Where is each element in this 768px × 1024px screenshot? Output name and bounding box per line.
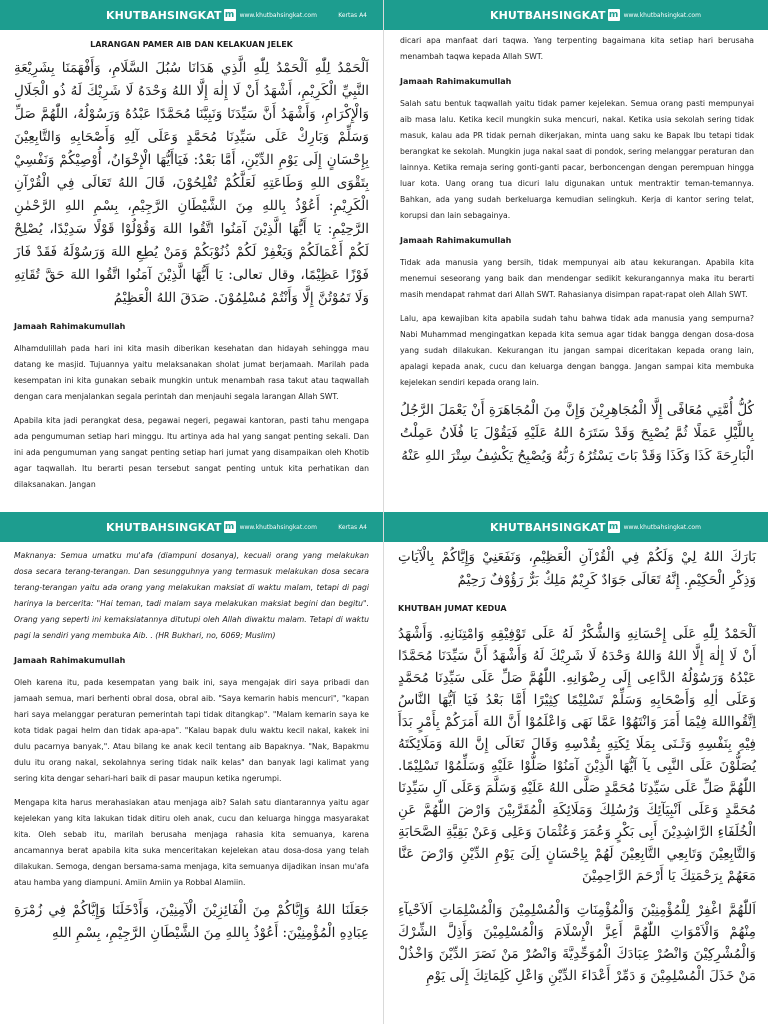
paragraph: Mengapa kita harus merahasiakan atau menjaga aib? Salah satu diantarannya yaitu agar kejelekan yang kita lakukan tidak ditiru oleh anak, cucu dan keluarga hingga masyarakat kita. Oleh sebab itu, marilah berusaha menjaga rahasia kita semuanya, karena ancamannya berat apabila kita suka menceritakan kejelekan atau dosa-dosa yang telah dilakukan. Semoga, dengan bersama-sama menjaga, kita semuanya dijadikan insan mu'afa atau hamba yang diampuni. Amiin Amiin ya Robbal Alamiin.	[14, 798, 369, 887]
brand-name: KHUTBAHSINGKAT	[106, 520, 222, 534]
brand-name: KHUTBAHSINGKAT	[490, 8, 606, 22]
paragraph: Apabila kita jadi perangkat desa, pegawai negeri, pegawai kantoran, pasti tahu mengapa ada pengumuman setiap hari minggu. Itu artinya ada hal yang sangat penting sekali. Dan ini ada pengumuman yang sangat penting setiap hari jumat yang disampaikan oleh Khotib agar taqwallah. Itu berarti pesan tersebut sangat penting untuk kita perhatikan dan dilaksanakan. Jangan	[14, 416, 369, 489]
paper-size-label: Kertas A4	[338, 11, 367, 19]
arabic-opening: اَلْحَمْدُ لِلّٰهِ اَلْحَمْدُ لِلّٰهِ الَّذِي هَدَانَا سُبُلَ السَّلَامِ، وَأَفْهَمَنَا بِشَرِيْعَةِ النَّبِيِّ الْكَرِيْمِ، أَشْهَدُ أَنْ لَا إِلٰهَ إِلَّا اللهُ وَحْدَهُ لَا شَرِيْكَ لَهُ ذُو الْجَلَالِ وَالْإِكْرَامِ، وَأَشْهَدُ أَنَّ سَيِّدَنَا وَنَبِيَّنَا مُحَمَّدًا عَبْدُهُ وَرَسُوْلُهُ، اللّٰهُمَّ صَلِّ وَسَلِّمْ وَبَارِكْ عَلَى سَيِّدِنَا مُحَمَّدٍ وَعَلَى آلِهِ وَأَصْحَابِهِ وَالتَّابِعِيْنَ بِإِحْسَانٍ إِلَى يَوْمِ الدِّيْنِ، أَمَّا بَعْدُ: فَيَاأَيُّهَا الْإِخْوَانُ، أُوْصِيْكُمْ وَنَفْسِيْ بِتَقْوَى اللهِ وَطَاعَتِهِ لَعَلَّكُمْ تُفْلِحُوْنَ، قَالَ اللهُ تَعَالَى فِي الْقُرْآنِ الْكَرِيْمِ: أَعُوْذُ بِاللهِ مِنَ الشَّيْطَانِ الرَّجِيْمِ، بِسْمِ اللهِ الرَّحْمٰنِ الرَّحِيْمِ: يَا أَيُّهَا الَّذِيْنَ آمَنُوا اتَّقُوا اللهَ وَقُوْلُوْا قَوْلًا سَدِيْدًا، يُصْلِحْ لَكُمْ أَعْمَالَكُمْ وَيَغْفِرْ لَكُمْ ذُنُوْبَكُمْ وَمَنْ يُطِعِ اللهَ وَرَسُوْلَهُ فَقَدْ فَازَ فَوْزًا عَظِيْمًا، وقال تعالى: يَا أَيُّهَا الَّذِيْنَ آمَنُوا اتَّقُوا اللهَ حَقَّ تُقَاتِهِ وَلَا تَمُوْتُنَّ إِلَّا وَأَنْتُمْ مُسْلِمُوْنَ. صَدَقَ اللهُ الْعَظِيْمُ	[14, 60, 369, 306]
page-header	[384, 512, 768, 542]
brand-logo-icon: m	[608, 10, 619, 20]
khutbah-title: LARANGAN PAMER AIB DAN KELAKUAN JELEK	[90, 40, 293, 49]
paragraph: Salah satu bentuk taqwallah yaitu tidak pamer kejelekan. Semua orang pasti mempunyai aib masa lalu. Ketika kecil mungkin suka mencuri, nakal. Ketika usia sekolah sering tidak masuk, kalau ada PR tidak pernah dikerjakan, minta uang saku ke Bapak Ibu tetapi tidak berangkat ke sekolah. Mungkin juga nakal saat di pondok, sering melanggar peraturan dan lainnya. Ketika remaja sering gonti-ganti pacar, berboncengan dengan perempuan hingga luar kota. Uang orang tua dicuri lalu digunakan untuk mentraktir teman-temannya. Bahkan, ada yang sudah berkeluarga kemudian selingkuh. Kerja di kantor sering telat, korupsi dan lain sebagainya.	[400, 99, 754, 220]
page-content	[384, 542, 768, 987]
page-3	[0, 512, 384, 1024]
section-heading: KHUTBAH JUMAT KEDUA	[398, 604, 507, 613]
page-1	[0, 0, 384, 512]
arabic-barakallah: بَارَكَ اللهُ لِيْ وَلَكُمْ فِي الْقُرْآنِ الْعَظِيْمِ، وَنَفَعَنِيْ وَإِيَّاكُمْ بِالْآيَاتِ وَذِكْرِ الْحَكِيْمِ. إِنَّهُ تَعَالَى جَوَادٌ كَرِيْمٌ مَلِكٌ بَرٌّ رَؤُوْفٌ رَحِيْمٌ	[398, 549, 756, 588]
site-url[interactable]: www.khutbahsingkat.com	[623, 523, 701, 531]
page-header	[0, 0, 383, 30]
section-heading: Jamaah Rahimakumullah	[14, 322, 126, 331]
paragraph: dicari apa manfaat dari taqwa. Yang terpenting bagaimana kita setiap hari berusaha menambah taqwa kepada Allah SWT.	[400, 36, 754, 61]
brand-name: KHUTBAHSINGKAT	[490, 520, 606, 534]
section-heading: Jamaah Rahimakumullah	[400, 236, 512, 245]
section-heading: Jamaah Rahimakumullah	[14, 656, 126, 665]
paragraph: Alhamdulillah pada hari ini kita masih diberikan kesehatan dan hidayah sehingga mau datang ke masjid. Tujuannya yaitu melaksanakan sholat jumat berjamaah. Marilah pada kesempatan ini kita gunakan sebaik mungkin untuk menambah rasa takut atau taqwallah dengan cara menjalankan segala perintah dan menjauhi segala larangan Allah SWT.	[14, 344, 369, 401]
site-url[interactable]: www.khutbahsingkat.com	[239, 11, 317, 19]
arabic-hadith: كُلُّ أُمَّتِي مُعَافًى إِلَّا الْمُجَاهِرِيْنَ وَإِنَّ مِنَ الْمُجَاهَرَةِ أَنْ يَعْمَلَ الرَّجُلُ بِاللَّيْلِ عَمَلًا ثُمَّ يُصْبِحَ وَقَدْ سَتَرَهُ اللهُ عَلَيْهِ فَيَقُوْلَ يَا فُلَانُ عَمِلْتُ الْبَارِحَةَ كَذَا وَكَذَا وَقَدْ بَاتَ يَسْتُرُهُ رَبُّهُ وَيُصْبِحُ يَكْشِفُ سِتْرَ اللهِ عَنْهُ	[400, 402, 754, 464]
page-header	[384, 0, 768, 30]
brand-logo-icon: m	[224, 522, 235, 532]
brand-logo-icon: m	[608, 522, 619, 532]
page-content	[384, 30, 768, 468]
hadith-translation: Maknanya: Semua umatku mu'afa (diampuni dosanya), kecuali orang yang melakukan dosa secara terang-terangan. Dan sesungguhnya yang termasuk melakukan dosa secara terang-terangan yaitu ada orang yang melakukan maksiat di waktu malam, tetapi di pagi harinya la berceritа: "Hai teman, tadi malam saya melakukan maksiat begini dan begitu". Orang yang seperti ini kemaksiatannya ditutupi oleh Allah diwaktu malam. Tetapi di waktu pagi la sendiri yang membuka Aib. . (HR Bukhari, no, 6069; Muslim)	[14, 551, 369, 640]
arabic-closing: جَعَلَنَا اللهُ وَإِيَّاكُمْ مِنَ الْفَائِزِيْنَ الْآمِنِيْنَ، وَأَدْخَلَنَا وَإِيَّاكُمْ فِي زُمْرَةِ عِبَادِهِ الْمُؤْمِنِيْنَ: أَعُوْذُ بِاللهِ مِنَ الشَّيْطَانِ الرَّجِيْمِ، بِسْمِ اللهِ	[14, 902, 369, 941]
brand-logo-icon: m	[224, 10, 235, 20]
paragraph: Tidak ada manusia yang bersih, tidak mempunyai aib atau kekurangan. Apabila kita menemui seseorang yang baik dan mendengar sedikit kekurangannya maka itu berarti masih mendapat rahmat dari Allah SWT. Rahasianya disimpan rapat-rapat oleh Allah SWT.	[400, 258, 754, 299]
page-2	[384, 0, 768, 512]
page-content	[0, 30, 383, 493]
arabic-doa: اَللّٰهُمَّ اغْفِرْ لِلْمُؤْمِنِيْنَ وَالْمُؤْمِنَاتِ وَالْمُسْلِمِيْنَ وَالْمُسْلِمَاتِ اَلاَحْيآءِ مِنْهُمْ وَالْاَمْوَاتِ اللّٰهُمَّ أَعِزَّ الْإِسْلَامَ وَالْمُسْلِمِيْنَ وَأَذِلَّ الشِّرْكَ وَالْمُشْرِكِيْنَ وَانْصُرْ عِبَادَكَ الْمُوَحِّدِيَّةَ وَانْصُرْ مَنْ نَصَرَ الدِّيْنَ وَاخْذُلْ مَنْ خَذَلَ الْمُسْلِمِيْنَ وَ دَمِّرْ أَعْدَاءَ الدِّيْنِ وَاعْلِ كَلِمَاتِكَ إِلَى يَوْمِ	[398, 902, 756, 984]
paper-size-label: Kertas A4	[338, 523, 367, 531]
brand-name: KHUTBAHSINGKAT	[106, 8, 222, 22]
site-url[interactable]: www.khutbahsingkat.com	[239, 523, 317, 531]
section-heading: Jamaah Rahimakumullah	[400, 77, 512, 86]
page-4	[384, 512, 768, 1024]
paragraph: Lalu, apa kewajiban kita apabila sudah tahu bahwa tidak ada manusia yang sempurna? Nabi Muhammad mengingatkan kepada kita semua agar tidak bangga dengan dosa-dosa yang sudah dilakukan. Kekurangan itu jangan sampai diceritakan kepada orang lain, apalagi kepada anak, cucu dan keluarga dengan bangga. Jangan sampai kita membuka kejelekan sendiri kepada orang lain.	[400, 314, 754, 387]
paragraph: Oleh karena itu, pada kesempatan yang baik ini, saya mengajak diri saya pribadi dan jamaah semua, mari berhenti obral dosa, obral aib. "Saya kemarin habis mencuri", "kapan hari saya melanggar peraturan pemerintah tapi tidak ditangkap". "Malam kemarin saya ke kota tidak pagai helm dan tidak apa-apa". "Kalau bapak dulu waktu kecil nakal, kakek ini dulu pacarnya banyak,". Atau bilang ke anak kecil tentang aib Bapaknya. "Nak, Bapakmu dulu itu orang nakal, sekolahnya sering tidak naik kelas" dan banyak lagi kalimat yang sering kita dengar sehari-hari baik di pasar maupun ketika ngerumpi.	[14, 678, 369, 783]
site-url[interactable]: www.khutbahsingkat.com	[623, 11, 701, 19]
page-header	[0, 512, 383, 542]
arabic-second-khutbah: اَلْحَمْدُ لِلّٰهِ عَلَى إِحْسَانِهِ وَالشُّكْرُ لَهُ عَلَى تَوْفِيْقِهِ وَامْتِنَانِهِ. وَأَشْهَدُ أَنْ لَا إِلٰهَ إِلَّا اللهُ وَاللهُ وَحْدَهُ لَا شَرِيْكَ لَهُ وَأَشْهَدُ أَنَّ سَيِّدَنَا مُحَمَّدًا عَبْدُهُ وَرَسُوْلُهُ الدَّاعِى إِلَى رِضْوَانِهِ. اللّٰهُمَّ صَلِّ عَلَى سَيِّدِنَا مُحَمَّدٍ وَعَلَى اٰلِهِ وَأَصْحَابِهِ وَسَلِّمْ تَسْلِيْمًا كِثِيْرًا أَمَّا بَعْدُ فَيَا اَيُّهَا النَّاسُ اِتَّقُوااللهَ فِيْمَا أَمَرَ وَانْتَهُوْا عَمَّا نَهَى وَاعْلَمُوْا أَنَّ اللهَ أَمَرَكُمْ بِأَمْرٍ بَدَأَ فِيْهِ بِنَفْسِهِ وَثَـنَى بِمَلَا ئِكَتِهِ بِقُدْسِهِ وَقَالَ تَعَالَى إِنَّ اللهَ وَمَلَائِكَتَهُ يُصَلُّوْنَ عَلَى النَّبِى يآ اَيُّهَا الَّذِيْنَ آمَنُوْا صَلُّوْا عَلَيْهِ وَسَلِّمُوْا تَسْلِيْمًا. اللّٰهُمَّ صَلِّ عَلَى سَيِّدِنَا مُحَمَّدٍ صَلَّى اللهُ عَلَيْهِ وَسَلَّمَ وَعَلَى آلِ سَيِّدِنَا مُحَمَّدٍ وَعَلَى اَنْبِيَآئِكَ وَرُسُلِكَ وَمَلَائِكَةِ الْمُقَرَّبِيْنَ وَارْضَ اللّٰهُمَّ عَنِ الْخُلَفَاءِ الرَّاشِدِيْنَ أَبِى بَكْرٍ وَعُمَرَ وَعُثْمَانَ وَعَلِى وَعَنْ بَقِيَّةِ الصَّحَابَةِ وَالتَّابِعِيْنَ وَتَابِعِي التَّابِعِيْنَ لَهُمْ بِاِحْسَانٍ اِلَىَ يَوْمِ الدِّيْنِ وَارْضَ عَنَّا مَعَهُمْ بِرَحْمَتِكَ يَا أَرْحَمَ الرَّاحِمِيْنَ	[398, 626, 756, 884]
page-content	[0, 542, 383, 945]
